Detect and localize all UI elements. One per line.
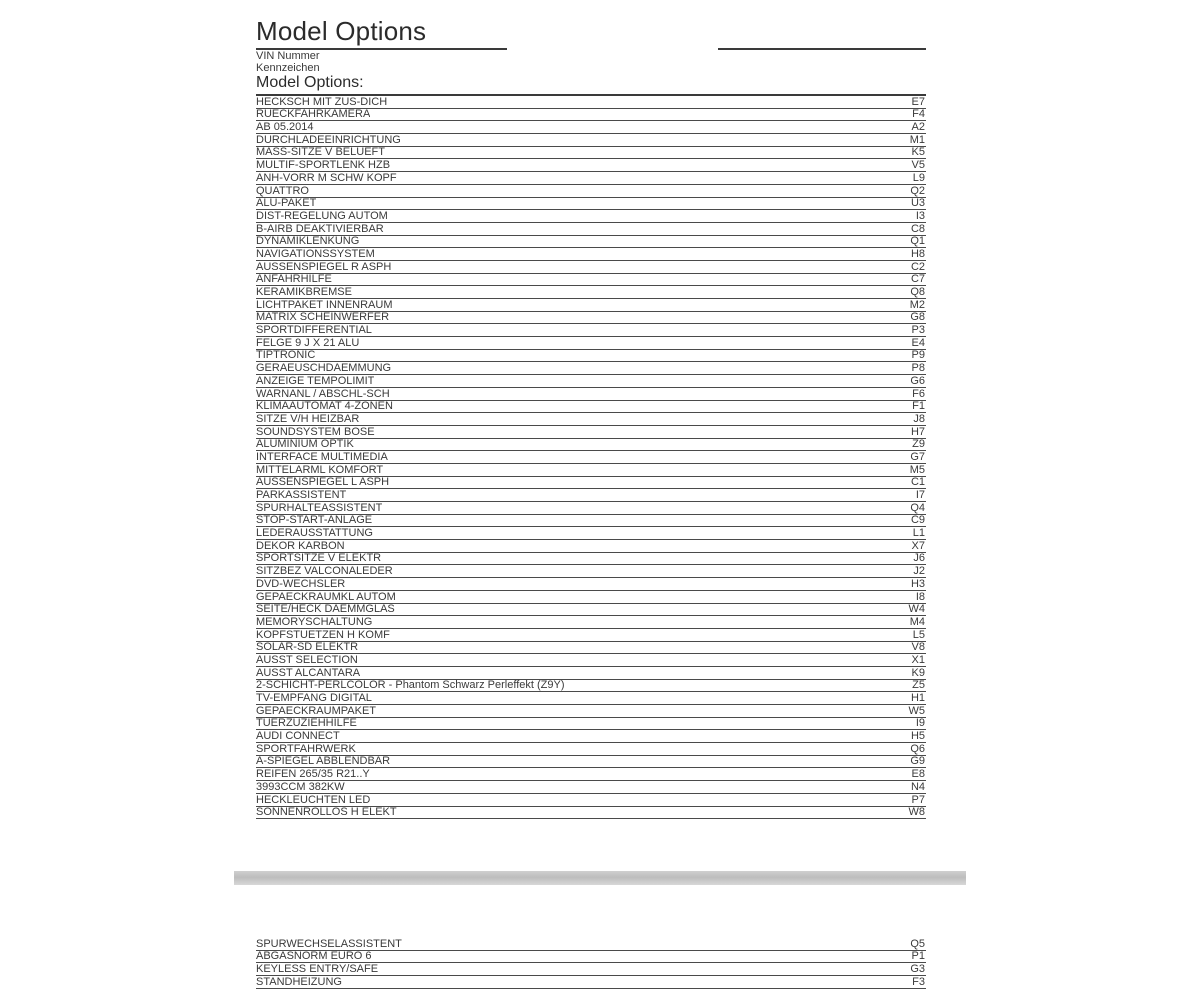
option-name: DURCHLADEEINRICHTUNG — [256, 134, 401, 146]
option-code: Q4 — [910, 501, 925, 514]
option-code: J6 — [913, 552, 925, 565]
option-name: WARNANL / ABSCHL-SCH — [256, 388, 390, 400]
option-row — [256, 540, 926, 553]
option-name: INTERFACE MULTIMEDIA — [256, 451, 388, 463]
option-row — [256, 794, 926, 807]
option-code: X1 — [911, 653, 925, 666]
option-row — [256, 527, 926, 540]
option-code: P7 — [911, 793, 925, 806]
option-code: P9 — [911, 349, 925, 362]
option-row — [256, 591, 926, 604]
option-row — [256, 963, 926, 976]
option-code: V8 — [911, 641, 925, 654]
option-name: MASS-SITZE V BELUEFT — [256, 147, 385, 159]
option-name: HECKLEUCHTEN LED — [256, 794, 371, 806]
option-code: F6 — [912, 387, 925, 400]
option-row — [256, 667, 926, 680]
option-name: SPORTDIFFERENTIAL — [256, 325, 372, 337]
option-name: SOUNDSYSTEM BOSE — [256, 426, 375, 438]
option-code: M1 — [909, 133, 925, 146]
option-name: HECKSCH MIT ZUS-DICH — [256, 96, 388, 108]
option-row — [256, 172, 926, 185]
option-row — [256, 134, 926, 147]
option-row — [256, 210, 926, 223]
option-code: H1 — [910, 692, 925, 704]
option-name: DEKOR KARBON — [256, 540, 345, 552]
option-name: AUSST SELECTION — [256, 654, 358, 666]
option-code: J8 — [913, 412, 925, 425]
option-row — [256, 96, 926, 109]
option-code: H7 — [910, 425, 925, 438]
option-name: REIFEN 265/35 R21..Y — [256, 769, 370, 781]
option-code: H8 — [910, 247, 925, 260]
option-name: MEMORYSCHALTUNG — [256, 616, 373, 628]
option-code: C7 — [910, 273, 925, 286]
option-code: K5 — [911, 146, 925, 159]
option-row — [256, 426, 926, 439]
option-row — [256, 502, 926, 515]
option-name: SPURWECHSELASSISTENT — [256, 938, 402, 950]
option-code: E4 — [911, 336, 925, 349]
option-row — [256, 147, 926, 160]
option-row — [256, 730, 926, 743]
option-name: AB 05.2014 — [256, 122, 314, 134]
option-name: 2-SCHICHT-PERLCOLOR - Phantom Schwarz Perleffekt (Z9Y) — [256, 680, 565, 692]
option-row — [256, 337, 926, 350]
option-name: MITTELARML KOMFORT — [256, 464, 384, 476]
option-name: ALUMINIUM OPTIK — [256, 439, 354, 451]
option-code: W4 — [908, 603, 925, 616]
option-name: AUDI CONNECT — [256, 731, 340, 743]
options-list-page-2 — [256, 938, 926, 989]
option-row — [256, 236, 926, 249]
option-row — [256, 692, 926, 705]
option-row — [256, 223, 926, 236]
option-name: SEITE/HECK DAEMMGLAS — [256, 604, 395, 616]
option-name: DVD-WECHSLER — [256, 578, 346, 590]
option-code: W5 — [908, 704, 925, 717]
options-list-page-1 — [256, 94, 926, 819]
option-row — [256, 324, 926, 337]
option-name: ANFAHRHILFE — [256, 274, 332, 286]
option-row — [256, 781, 926, 794]
option-name: DYNAMIKLENKUNG — [256, 236, 360, 248]
option-name: PARKASSISTENT — [256, 490, 347, 501]
option-row — [256, 439, 926, 452]
option-name: FELGE 9 J X 21 ALU — [256, 337, 360, 349]
option-code: G9 — [910, 755, 925, 768]
option-name: NAVIGATIONSSYSTEM — [256, 248, 375, 260]
option-row — [256, 604, 926, 617]
option-code: F4 — [912, 108, 925, 121]
option-row — [256, 629, 926, 642]
option-row — [256, 553, 926, 566]
option-name: SPORTSITZE V ELEKTR — [256, 553, 382, 565]
option-code: G8 — [910, 311, 925, 324]
option-code: I8 — [915, 590, 925, 603]
option-row — [256, 938, 926, 951]
option-code: M2 — [909, 298, 925, 311]
option-code: H3 — [910, 577, 925, 590]
option-row — [256, 768, 926, 781]
plate-label: Kennzeichen — [256, 62, 320, 74]
option-code: Z9 — [912, 438, 925, 451]
option-name: GEPAECKRAUMPAKET — [256, 705, 377, 717]
option-name: B-AIRB DEAKTIVIERBAR — [256, 223, 384, 235]
option-code: X7 — [911, 539, 925, 552]
option-row — [256, 401, 926, 414]
option-code: I3 — [915, 209, 925, 222]
option-code: Q1 — [910, 235, 925, 248]
option-name: KEYLESS ENTRY/SAFE — [256, 964, 379, 976]
option-name: SITZBEZ VALCONALEDER — [256, 566, 393, 578]
option-name: ABGASNORM EURO 6 — [256, 951, 372, 963]
option-row — [256, 299, 926, 312]
title-underline-right — [718, 48, 926, 50]
option-name: TIPTRONIC — [256, 350, 316, 362]
option-name: KERAMIKBREMSE — [256, 287, 352, 298]
option-code: C8 — [910, 222, 925, 235]
option-row — [256, 109, 926, 122]
option-name: 3993CCM 382KW — [256, 781, 345, 793]
option-code: Q6 — [910, 742, 925, 755]
page-separator — [234, 871, 966, 885]
option-row — [256, 350, 926, 363]
option-name: AUSST ALCANTARA — [256, 667, 361, 679]
option-row — [256, 451, 926, 464]
option-code: P8 — [911, 362, 925, 375]
option-name: STOP-START-ANLAGE — [256, 515, 373, 527]
option-name: LEDERAUSSTATTUNG — [256, 528, 373, 540]
option-name: TV-EMPFANG DIGITAL — [256, 693, 372, 704]
option-code: J2 — [913, 565, 925, 578]
option-row — [256, 718, 926, 731]
option-row — [256, 375, 926, 388]
option-code: N4 — [910, 780, 925, 793]
option-code: L9 — [912, 171, 925, 184]
option-code: M4 — [909, 615, 925, 628]
option-code: F1 — [912, 400, 925, 413]
option-name: SPORTFAHRWERK — [256, 743, 356, 755]
option-row — [256, 951, 926, 964]
option-code: E7 — [911, 95, 925, 108]
option-row — [256, 578, 926, 591]
vin-label: VIN Nummer — [256, 50, 320, 62]
option-name: RUECKFAHRKAMERA — [256, 109, 371, 121]
option-code: I9 — [915, 717, 925, 730]
option-row — [256, 477, 926, 490]
option-code: P3 — [911, 324, 925, 337]
option-code: P1 — [911, 950, 925, 963]
option-row — [256, 976, 926, 989]
option-row — [256, 489, 926, 502]
option-row — [256, 198, 926, 211]
option-code: I7 — [915, 489, 925, 501]
option-name: ALU-PAKET — [256, 198, 317, 210]
option-name: SITZE V/H HEIZBAR — [256, 413, 360, 425]
option-row — [256, 680, 926, 693]
option-name: AUSSENSPIEGEL R ASPH — [256, 261, 392, 273]
option-name: STANDHEIZUNG — [256, 976, 342, 988]
option-code: L5 — [912, 628, 925, 641]
option-code: C9 — [910, 514, 925, 527]
option-name: DIST-REGELUNG AUTOM — [256, 210, 388, 222]
option-row — [256, 654, 926, 667]
option-name: KLIMAAUTOMAT 4-ZONEN — [256, 401, 393, 413]
option-row — [256, 705, 926, 718]
option-code: C1 — [910, 476, 925, 489]
option-name: SONNENROLLOS H ELEKT — [256, 807, 397, 819]
option-row — [256, 159, 926, 172]
option-row — [256, 261, 926, 274]
option-name: MULTIF-SPORTLENK HZB — [256, 160, 391, 172]
option-row — [256, 756, 926, 769]
option-name: ANZEIGE TEMPOLIMIT — [256, 375, 375, 387]
option-code: M5 — [909, 463, 925, 476]
option-name: SOLAR-SD ELEKTR — [256, 642, 359, 654]
option-row — [256, 248, 926, 261]
option-name: QUATTRO — [256, 185, 309, 197]
option-name: LICHTPAKET INNENRAUM — [256, 299, 393, 311]
page-title: Model Options — [256, 16, 427, 46]
option-code: Q5 — [910, 937, 925, 950]
option-code: L1 — [912, 527, 925, 540]
option-name: ANH-VORR M SCHW KOPF — [256, 172, 397, 184]
option-code: G7 — [910, 450, 925, 463]
option-name: TUERZUZIEHHILFE — [256, 718, 357, 730]
option-row — [256, 515, 926, 528]
option-row — [256, 388, 926, 401]
option-code: Q8 — [910, 286, 925, 298]
option-code: U3 — [910, 197, 925, 210]
option-name: GERAEUSCHDAEMMUNG — [256, 363, 392, 375]
option-name: KOPFSTUETZEN H KOMF — [256, 629, 390, 641]
option-row — [256, 743, 926, 756]
option-row — [256, 807, 926, 820]
option-row — [256, 121, 926, 134]
option-code: K9 — [911, 666, 925, 679]
option-code: E8 — [911, 768, 925, 781]
option-code: W8 — [908, 806, 925, 819]
option-row — [256, 362, 926, 375]
option-row — [256, 286, 926, 299]
option-row — [256, 565, 926, 578]
option-code: G6 — [910, 374, 925, 387]
option-name: GEPAECKRAUMKL AUTOM — [256, 591, 396, 603]
option-row — [256, 464, 926, 477]
option-code: Q2 — [910, 184, 925, 197]
option-row — [256, 185, 926, 198]
option-name: MATRIX SCHEINWERFER — [256, 312, 390, 324]
option-name: A-SPIEGEL ABBLENDBAR — [256, 756, 391, 768]
option-row — [256, 642, 926, 655]
option-code: Z5 — [912, 679, 925, 692]
option-row — [256, 274, 926, 287]
option-code: C2 — [910, 260, 925, 273]
option-code: H5 — [910, 730, 925, 743]
option-row — [256, 413, 926, 426]
option-name: SPURHALTEASSISTENT — [256, 502, 383, 514]
option-row — [256, 312, 926, 325]
option-name: AUSSENSPIEGEL L ASPH — [256, 477, 390, 489]
option-code: V5 — [911, 159, 925, 172]
option-code: A2 — [911, 121, 925, 134]
option-code: G3 — [910, 963, 925, 976]
option-code: F3 — [912, 975, 925, 988]
section-heading: Model Options: — [256, 74, 364, 91]
option-row — [256, 616, 926, 629]
